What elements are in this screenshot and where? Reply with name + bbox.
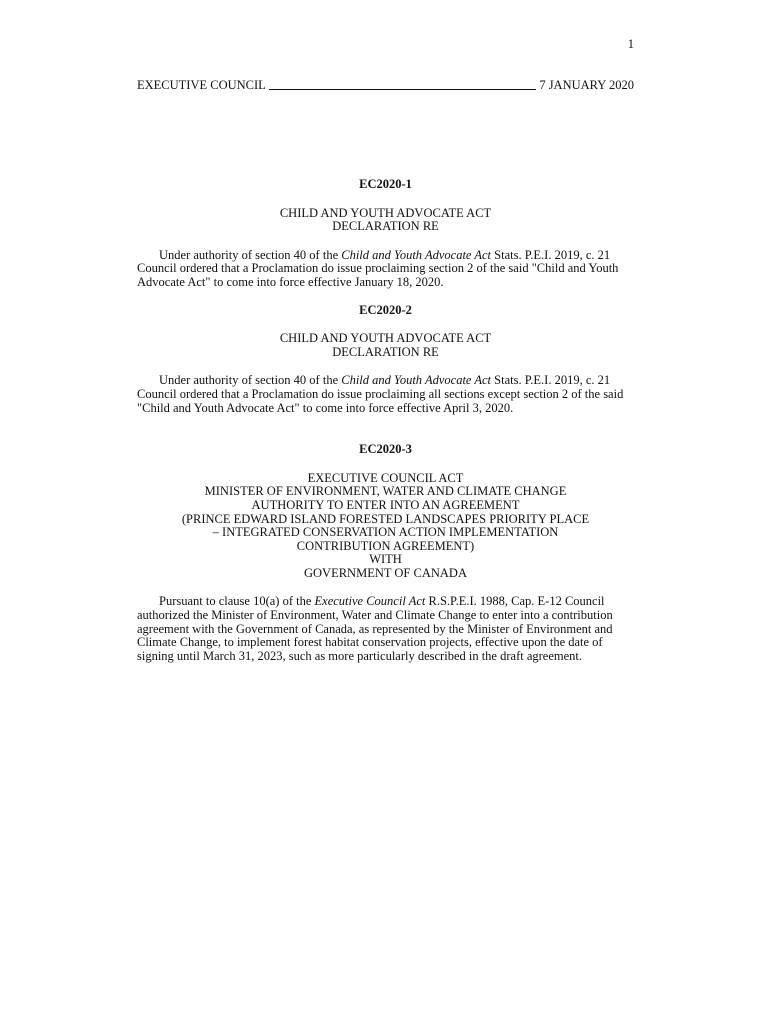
act-name: Child and Youth Advocate Act [341, 247, 492, 262]
order-section-ec2020-1 [137, 178, 634, 290]
act-name: Executive Council Act [314, 594, 426, 609]
paragraph-text: Stats. P.E.I. 2019, c. 21 Council ordered that a Proclamation do issue proclaiming all sections except section 2 of the said "Child and Youth Advocate Act" to come into force effective April 3, 2020. [137, 373, 624, 415]
paragraph-text: Stats. P.E.I. 2019, c. 21 Council ordered that a Proclamation do issue proclaiming section 2 of the said "Child and Youth Advocate Act" to come into force effective January 18, 2020. [137, 247, 619, 289]
order-section-ec2020-3 [137, 443, 634, 663]
order-title-line: DECLARATION RE [332, 219, 439, 234]
order-title [137, 332, 634, 359]
order-title-line: CHILD AND YOUTH ADVOCATE ACT [279, 331, 492, 346]
act-name: Child and Youth Advocate Act [341, 373, 492, 388]
order-title-line: GOVERNMENT OF CANADA [304, 565, 467, 580]
order-number: EC2020-3 [359, 442, 412, 457]
order-title-line: (PRINCE EDWARD ISLAND FORESTED LANDSCAPES PRIORITY PLACE [181, 511, 590, 526]
order-title-line: CHILD AND YOUTH ADVOCATE ACT [279, 205, 492, 220]
header-rule [269, 89, 537, 90]
document-body [137, 178, 634, 663]
order-title-line: EXECUTIVE COUNCIL ACT [307, 470, 464, 485]
paragraph-text: Under authority of section 40 of the [159, 373, 342, 388]
order-title-line: – INTEGRATED CONSERVATION ACTION IMPLEMENTATION [212, 525, 559, 540]
order-title-line: MINISTER OF ENVIRONMENT, WATER AND CLIMATE CHANGE [204, 484, 567, 499]
order-title [137, 472, 634, 581]
page-header [137, 78, 634, 93]
order-paragraph [137, 595, 634, 663]
header-council-label: EXECUTIVE COUNCIL [137, 78, 266, 92]
order-title-line: AUTHORITY TO ENTER INTO AN AGREEMENT [251, 497, 520, 512]
order-section-ec2020-2 [137, 304, 634, 416]
paragraph-text: Under authority of section 40 of the [159, 247, 342, 262]
header-date: 7 JANUARY 2020 [539, 78, 634, 92]
order-number: EC2020-2 [359, 302, 412, 317]
order-paragraph [137, 249, 634, 290]
paragraph-text: Pursuant to clause 10(a) of the [159, 594, 315, 609]
order-title-line: CONTRIBUTION AGREEMENT) [296, 538, 475, 553]
order-number: EC2020-1 [359, 177, 412, 191]
order-title [137, 207, 634, 234]
order-title-line: DECLARATION RE [332, 344, 439, 359]
order-title-line: WITH [369, 552, 402, 567]
page-number: 1 [627, 37, 634, 51]
order-paragraph [137, 374, 634, 415]
paragraph-text: R.S.P.E.I. 1988, Cap. E-12 Council authorized the Minister of Environment, Water and Climate Change to enter into a contribution agreement with the Government of Canada, as represented by the Minister of Environment and Climate Change, to implement forest habitat conservation projects, effective upon the date of signing until March 31, 2023, such as more particularly described in the draft agreement. [137, 594, 613, 663]
